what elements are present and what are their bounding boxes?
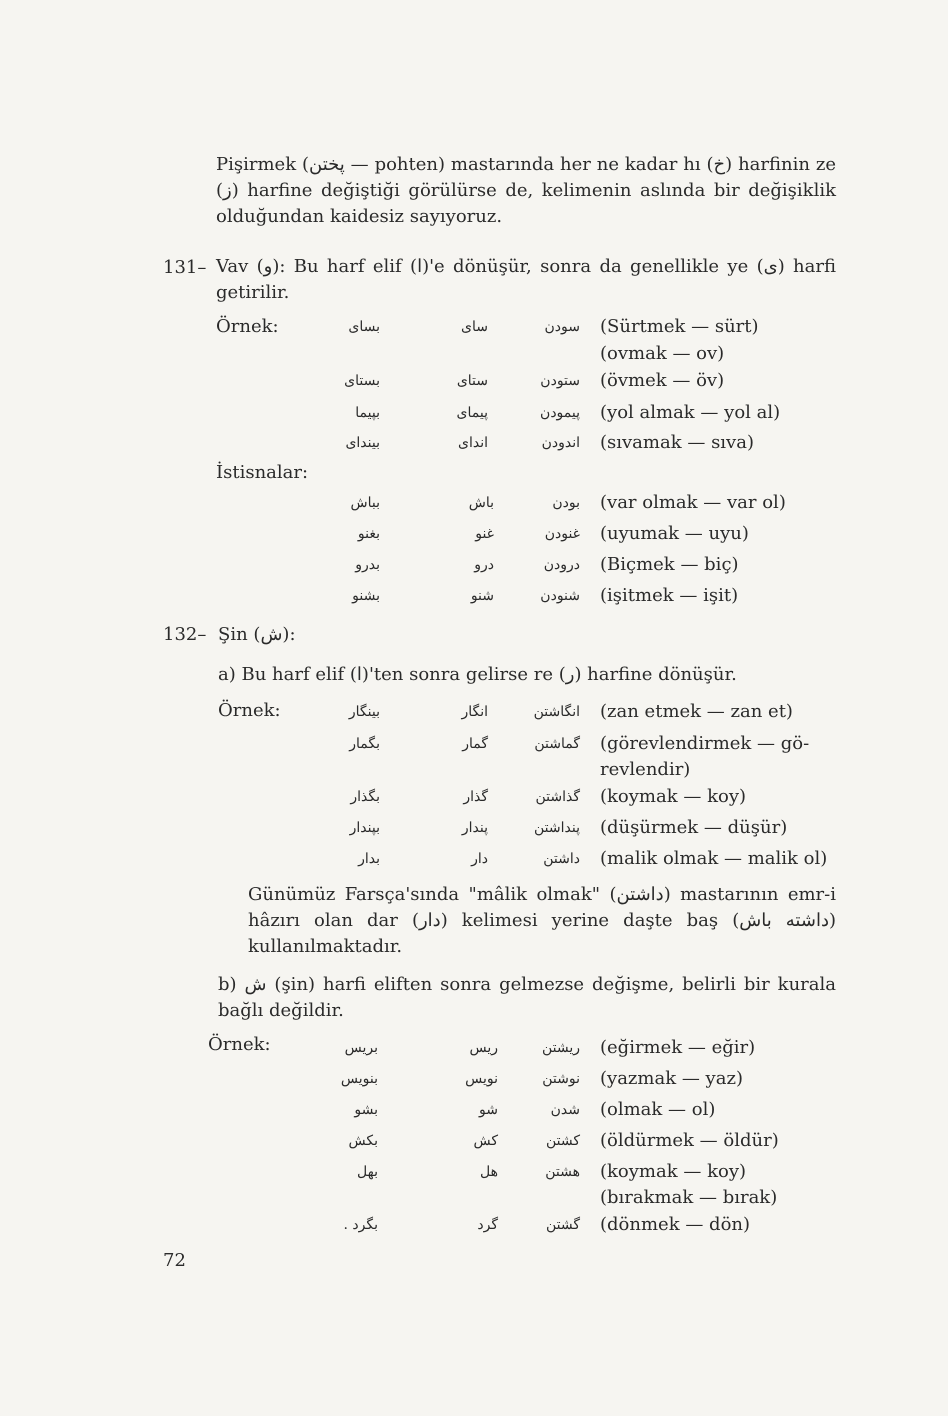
translation-text: (dönmek — dön) bbox=[600, 1214, 751, 1235]
translation-text: (övmek — öv) bbox=[600, 370, 725, 391]
persian-word-c3: داشتن bbox=[543, 851, 580, 867]
persian-word-c3: بودن bbox=[552, 495, 580, 511]
persian-word-c3: ریشتن bbox=[541, 1040, 580, 1056]
persian-word-c2: نویس bbox=[465, 1071, 498, 1087]
persian-word-c1: بشو bbox=[354, 1102, 378, 1118]
translation-text: (öldürmek — öldür) bbox=[600, 1130, 779, 1151]
translation-text: (var olmak — var ol) bbox=[600, 492, 786, 513]
persian-word-c2: سای bbox=[461, 319, 488, 335]
translation-text: (görevlendirmek — gö- bbox=[600, 733, 810, 754]
istisnalar-label: İstisnalar: bbox=[216, 462, 309, 483]
persian-word-c2: شو bbox=[479, 1102, 498, 1118]
translation-text: (eğirmek — eğir) bbox=[600, 1037, 756, 1058]
persian-word-c2: گذار bbox=[463, 789, 488, 805]
persian-word-c3: درودن bbox=[543, 557, 580, 573]
translation-text: (yazmak — yaz) bbox=[600, 1068, 743, 1089]
persian-word-c3: سودن bbox=[544, 319, 580, 335]
persian-word-c3: اندودن bbox=[541, 435, 580, 451]
translation-text: (Sürtmek — sürt) bbox=[600, 316, 759, 337]
translation-text: (sıvamak — sıva) bbox=[600, 432, 754, 453]
persian-word-c3: کشتن bbox=[545, 1133, 580, 1149]
persian-word-c2: غنو bbox=[475, 526, 494, 542]
translation-text: (olmak — ol) bbox=[600, 1099, 716, 1120]
translation-text: (koymak — koy) bbox=[600, 786, 747, 807]
persian-word-c2: گمار bbox=[462, 736, 488, 752]
translation-text: (koymak — koy) bbox=[600, 1161, 747, 1182]
translation-text: (malik olmak — malik ol) bbox=[600, 848, 828, 869]
translation-text: (ovmak — ov) bbox=[600, 343, 725, 364]
section-132-number: 132– bbox=[163, 624, 207, 645]
persian-word-c1: بشنو bbox=[352, 588, 380, 604]
ornek-label-132b: Örnek: bbox=[208, 1034, 271, 1055]
persian-word-c2: گرد bbox=[477, 1217, 498, 1233]
persian-word-c3: پیمودن bbox=[540, 405, 580, 421]
persian-word-c1: بغنو bbox=[357, 526, 380, 542]
persian-word-c1: بهل bbox=[357, 1164, 378, 1180]
persian-word-c1: بپندار bbox=[349, 820, 380, 836]
translation-text: (yol almak — yol al) bbox=[600, 402, 781, 423]
translation-text: (uyumak — uyu) bbox=[600, 523, 749, 544]
translation-text: (düşürmek — düşür) bbox=[600, 817, 788, 838]
persian-word-c3: گذاشتن bbox=[535, 789, 580, 805]
persian-word-c3: نوشتن bbox=[542, 1071, 580, 1087]
translation-text: (zan etmek — zan et) bbox=[600, 701, 793, 722]
persian-word-c3: گشتن bbox=[545, 1217, 580, 1233]
persian-word-c2: ستای bbox=[456, 373, 488, 389]
persian-word-c1: بستای bbox=[344, 373, 380, 389]
persian-word-c1: بگذار bbox=[350, 789, 380, 805]
persian-word-c3: شنودن bbox=[540, 588, 580, 604]
translation-text: (işitmek — işit) bbox=[600, 585, 739, 606]
persian-word-c3: شدن bbox=[550, 1102, 580, 1118]
page-number: 72 bbox=[163, 1250, 186, 1271]
persian-word-c2: انگار bbox=[461, 704, 488, 720]
section-132-title: Şin (ش): bbox=[218, 624, 296, 645]
intro-paragraph: Pişirmek (پختن — pohten) mastarında her ne kadar hı (خ) harfinin ze (ز) harfine değiştiği görülürse de, kelimenin aslında bir değişiklik olduğundan kaidesiz sayıyoruz. bbox=[216, 154, 836, 227]
persian-word-c3: هشتن bbox=[545, 1164, 580, 1180]
persian-word-c1: بپیما bbox=[355, 405, 380, 421]
persian-word-c1: بکش bbox=[348, 1133, 378, 1149]
persian-word-c2: شنو bbox=[470, 588, 494, 604]
persian-word-c2: کش bbox=[473, 1133, 498, 1149]
persian-word-c2: باش bbox=[468, 495, 494, 511]
persian-word-c1: بنویس bbox=[340, 1071, 378, 1087]
persian-word-c2: اندای bbox=[458, 435, 488, 451]
persian-word-c3: ستودن bbox=[540, 373, 580, 389]
ornek-label-131: Örnek: bbox=[216, 316, 279, 337]
persian-word-c3: پنداشتن bbox=[534, 820, 580, 836]
persian-word-c1: بینگار bbox=[348, 704, 380, 720]
persian-word-c3: انگاشتن bbox=[533, 704, 580, 720]
persian-word-c2: درو bbox=[474, 557, 494, 573]
persian-word-c2: ریس bbox=[469, 1040, 498, 1056]
note-paragraph: Günümüz Farsça'sında "mâlik olmak" (داشتن) mastarının emr-i hâzırı olan dar (دار) kelimesi yerine daşte baş (داشته باش) kullanılmaktadır. bbox=[248, 884, 837, 957]
ornek-label-132a: Örnek: bbox=[218, 700, 281, 721]
persian-word-c2: پیمای bbox=[456, 405, 488, 421]
persian-word-c1: بریس bbox=[344, 1040, 378, 1056]
persian-word-c1: بگرد . bbox=[343, 1217, 378, 1233]
persian-word-c1: بباش bbox=[350, 495, 380, 511]
translation-text: (bırakmak — bırak) bbox=[600, 1187, 778, 1208]
persian-word-c3: گماشتن bbox=[534, 736, 580, 752]
persian-word-c1: بدرو bbox=[355, 557, 380, 573]
persian-word-c1: بگمار bbox=[349, 736, 380, 752]
translation-text: revlendir) bbox=[600, 759, 691, 780]
persian-word-c1: بیندای bbox=[345, 435, 380, 451]
section-132-b-text: b) ش (şin) harfi eliften sonra gelmezse değişme, belirli bir kurala bağlı değildir. bbox=[218, 974, 836, 1021]
persian-word-c2: هل bbox=[480, 1164, 498, 1180]
translation-text: (Biçmek — biç) bbox=[600, 554, 739, 575]
section-131-number: 131– bbox=[163, 257, 207, 278]
section-132-a-text: a) Bu harf elif (ا)'ten sonra gelirse re (ر) harfine dönüşür. bbox=[218, 664, 737, 685]
persian-word-c3: غنودن bbox=[544, 526, 580, 542]
persian-word-c1: بدار bbox=[358, 851, 380, 867]
persian-word-c1: بسای bbox=[348, 319, 380, 335]
persian-word-c2: پندار bbox=[461, 820, 488, 836]
section-131-text: Vav (و): Bu harf elif (ا)'e dönüşür, sonra da genellikle ye (ی) harfi getirilir. bbox=[216, 256, 836, 303]
persian-word-c2: دار bbox=[471, 851, 488, 867]
